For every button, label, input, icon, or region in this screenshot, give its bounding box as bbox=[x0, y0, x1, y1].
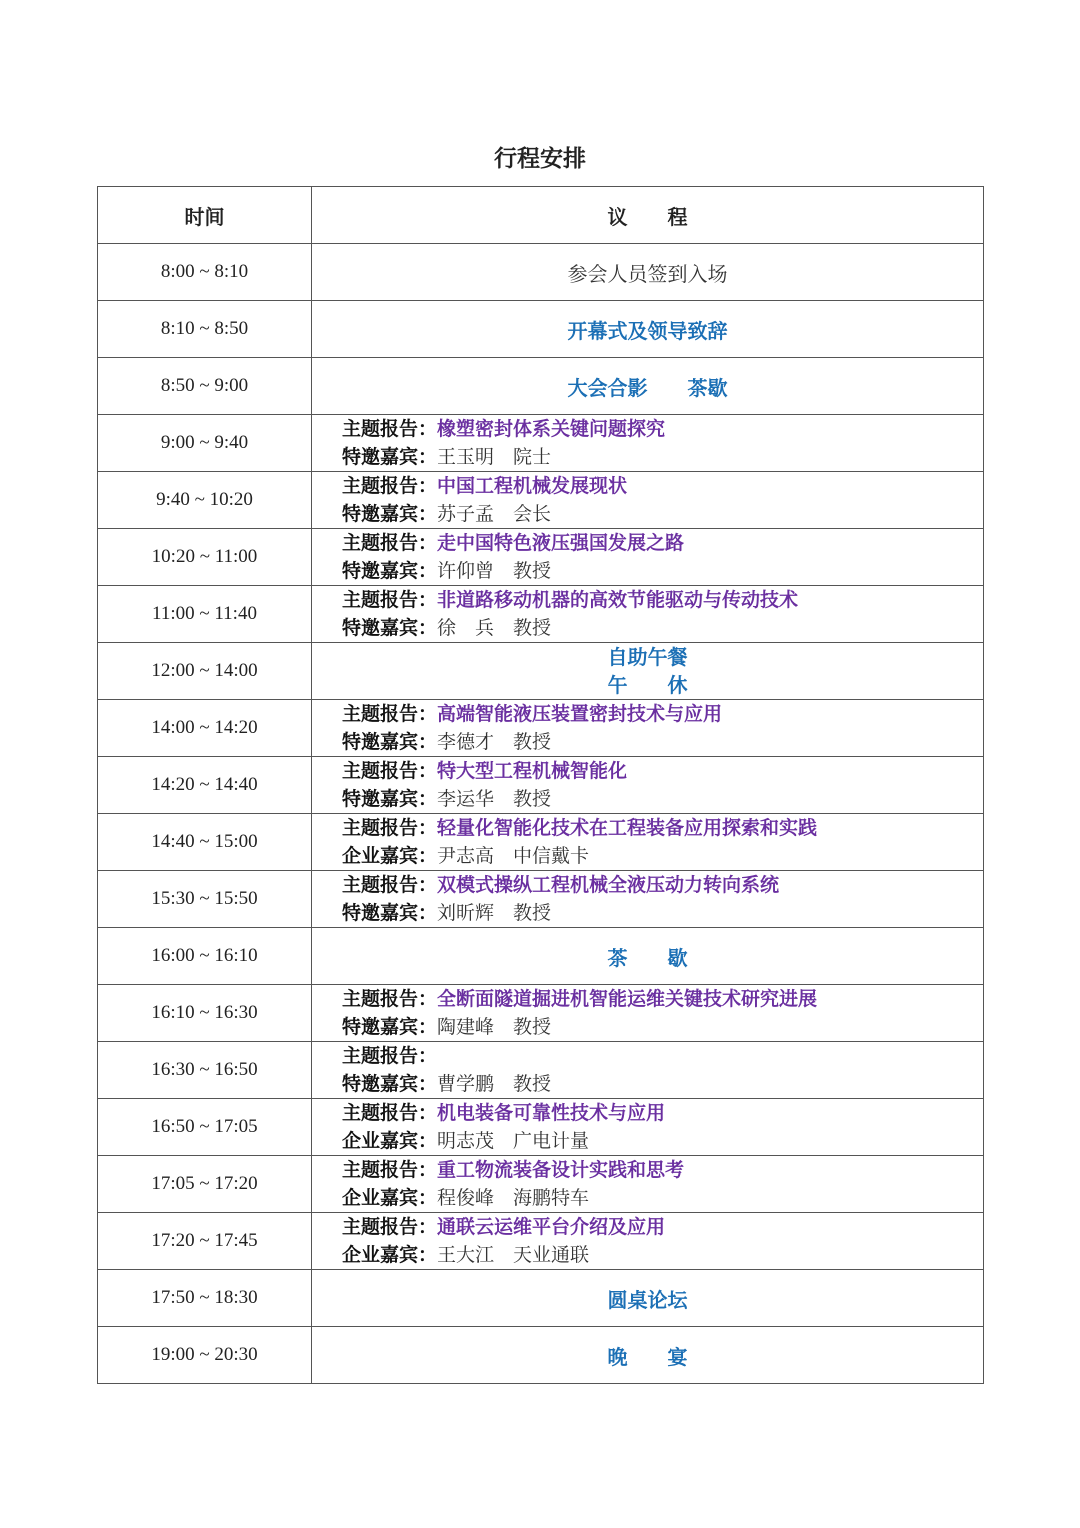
guest-line bbox=[342, 1070, 983, 1098]
table-row bbox=[98, 1042, 984, 1099]
page-title: 行程安排 bbox=[494, 146, 586, 172]
table-row bbox=[98, 814, 984, 871]
guest-line bbox=[342, 614, 983, 642]
time-cell: 17:20 ~ 17:45 bbox=[98, 1213, 312, 1270]
guest-line bbox=[342, 785, 983, 813]
report-label: 主题报告： bbox=[342, 1102, 438, 1124]
report-cell bbox=[312, 985, 984, 1042]
table-row bbox=[98, 358, 984, 415]
report-cell bbox=[312, 814, 984, 871]
report-topic: 全断面隧道掘进机智能运维关键技术研究进展 bbox=[437, 988, 818, 1010]
report-label: 主题报告： bbox=[342, 418, 438, 440]
table-row bbox=[98, 871, 984, 928]
report-line bbox=[342, 985, 983, 1013]
report-topic: 中国工程机械发展现状 bbox=[437, 475, 628, 497]
guest-line bbox=[342, 1013, 983, 1041]
table-row bbox=[98, 1156, 984, 1213]
agenda-cell: 大会合影 茶歇 bbox=[312, 358, 984, 415]
report-cell bbox=[312, 529, 984, 586]
time-cell: 14:40 ~ 15:00 bbox=[98, 814, 312, 871]
agenda-line: 自助午餐 bbox=[607, 645, 688, 669]
report-cell bbox=[312, 1156, 984, 1213]
guest-label: 企业嘉宾： bbox=[342, 1244, 438, 1266]
time-cell: 10:20 ~ 11:00 bbox=[98, 529, 312, 586]
guest-name: 曹学鹏 教授 bbox=[437, 1073, 552, 1095]
table-row bbox=[98, 700, 984, 757]
guest-name: 李德才 教授 bbox=[437, 731, 552, 753]
agenda-cell: 圆桌论坛 bbox=[312, 1270, 984, 1327]
report-topic: 非道路移动机器的高效节能驱动与传动技术 bbox=[437, 589, 799, 611]
report-label: 主题报告： bbox=[342, 1045, 438, 1067]
time-cell: 12:00 ~ 14:00 bbox=[98, 643, 312, 700]
report-topic: 橡塑密封体系关键问题探究 bbox=[437, 418, 666, 440]
guest-label: 特邀嘉宾： bbox=[342, 731, 438, 753]
table-row bbox=[98, 928, 984, 985]
guest-label: 特邀嘉宾： bbox=[342, 1073, 438, 1095]
guest-line bbox=[342, 899, 983, 927]
table-row bbox=[98, 244, 984, 301]
agenda-cell bbox=[312, 643, 984, 700]
time-cell: 9:00 ~ 9:40 bbox=[98, 415, 312, 472]
agenda-cell: 茶 歇 bbox=[312, 928, 984, 985]
time-cell: 8:10 ~ 8:50 bbox=[98, 301, 312, 358]
report-line bbox=[342, 814, 983, 842]
agenda-line: 午 休 bbox=[607, 673, 688, 697]
report-cell bbox=[312, 1213, 984, 1270]
report-label: 主题报告： bbox=[342, 703, 438, 725]
guest-name: 尹志高 中信戴卡 bbox=[437, 845, 590, 867]
time-cell: 11:00 ~ 11:40 bbox=[98, 586, 312, 643]
report-line bbox=[342, 1099, 983, 1127]
time-cell: 8:50 ~ 9:00 bbox=[98, 358, 312, 415]
report-cell bbox=[312, 415, 984, 472]
table-row bbox=[98, 1213, 984, 1270]
header-time: 时间 bbox=[98, 187, 312, 244]
agenda-cell: 参会人员签到入场 bbox=[312, 244, 984, 301]
report-topic: 高端智能液压装置密封技术与应用 bbox=[437, 703, 723, 725]
guest-line bbox=[342, 1127, 983, 1155]
guest-name: 明志茂 广电计量 bbox=[437, 1130, 590, 1152]
report-line bbox=[342, 586, 983, 614]
report-label: 主题报告： bbox=[342, 1216, 438, 1238]
guest-label: 特邀嘉宾： bbox=[342, 1016, 438, 1038]
table-row bbox=[98, 1099, 984, 1156]
report-cell bbox=[312, 871, 984, 928]
time-cell: 16:10 ~ 16:30 bbox=[98, 985, 312, 1042]
report-label: 主题报告： bbox=[342, 532, 438, 554]
table-row bbox=[98, 529, 984, 586]
guest-label: 特邀嘉宾： bbox=[342, 788, 438, 810]
time-cell: 17:50 ~ 18:30 bbox=[98, 1270, 312, 1327]
guest-label: 企业嘉宾： bbox=[342, 845, 438, 867]
report-line bbox=[342, 700, 983, 728]
table-row bbox=[98, 472, 984, 529]
report-cell bbox=[312, 1042, 984, 1099]
guest-label: 特邀嘉宾： bbox=[342, 503, 438, 525]
report-cell bbox=[312, 700, 984, 757]
agenda-cell: 开幕式及领导致辞 bbox=[312, 301, 984, 358]
report-label: 主题报告： bbox=[342, 589, 438, 611]
report-cell bbox=[312, 1099, 984, 1156]
agenda-cell: 晚 宴 bbox=[312, 1327, 984, 1384]
report-label: 主题报告： bbox=[342, 760, 438, 782]
table-row bbox=[98, 301, 984, 358]
report-line bbox=[342, 1213, 983, 1241]
guest-label: 特邀嘉宾： bbox=[342, 446, 438, 468]
guest-name: 陶建峰 教授 bbox=[437, 1016, 552, 1038]
time-cell: 19:00 ~ 20:30 bbox=[98, 1327, 312, 1384]
guest-name: 许仰曾 教授 bbox=[437, 560, 552, 582]
report-line bbox=[342, 1156, 983, 1184]
table-row bbox=[98, 985, 984, 1042]
time-cell: 14:20 ~ 14:40 bbox=[98, 757, 312, 814]
time-cell: 16:50 ~ 17:05 bbox=[98, 1099, 312, 1156]
report-line bbox=[342, 415, 983, 443]
report-topic: 双模式操纵工程机械全液压动力转向系统 bbox=[437, 874, 780, 896]
guest-label: 企业嘉宾： bbox=[342, 1130, 438, 1152]
time-cell: 16:30 ~ 16:50 bbox=[98, 1042, 312, 1099]
guest-line bbox=[342, 500, 983, 528]
guest-label: 特邀嘉宾： bbox=[342, 902, 438, 924]
guest-name: 王大江 天业通联 bbox=[437, 1244, 590, 1266]
time-cell: 9:40 ~ 10:20 bbox=[98, 472, 312, 529]
report-line bbox=[342, 757, 983, 785]
guest-label: 特邀嘉宾： bbox=[342, 560, 438, 582]
guest-label: 企业嘉宾： bbox=[342, 1187, 438, 1209]
table-row bbox=[98, 586, 984, 643]
guest-name: 王玉明 院士 bbox=[437, 446, 552, 468]
report-label: 主题报告： bbox=[342, 874, 438, 896]
guest-name: 刘昕辉 教授 bbox=[437, 902, 552, 924]
time-cell: 15:30 ~ 15:50 bbox=[98, 871, 312, 928]
time-cell: 17:05 ~ 17:20 bbox=[98, 1156, 312, 1213]
report-label: 主题报告： bbox=[342, 1159, 438, 1181]
guest-name: 苏子孟 会长 bbox=[437, 503, 552, 525]
report-topic: 轻量化智能化技术在工程装备应用探索和实践 bbox=[437, 817, 818, 839]
report-topic: 通联云运维平台介绍及应用 bbox=[437, 1216, 666, 1238]
report-topic: 机电装备可靠性技术与应用 bbox=[437, 1102, 666, 1124]
table-header-row bbox=[98, 187, 984, 244]
report-topic: 走中国特色液压强国发展之路 bbox=[437, 532, 685, 554]
report-cell bbox=[312, 472, 984, 529]
guest-line bbox=[342, 842, 983, 870]
guest-name: 程俊峰 海鹏特车 bbox=[437, 1187, 590, 1209]
guest-line bbox=[342, 728, 983, 756]
table-row bbox=[98, 1270, 984, 1327]
guest-name: 徐 兵 教授 bbox=[437, 617, 552, 639]
time-cell: 14:00 ~ 14:20 bbox=[98, 700, 312, 757]
report-line bbox=[342, 1042, 983, 1070]
guest-line bbox=[342, 1241, 983, 1269]
report-line bbox=[342, 871, 983, 899]
table-row bbox=[98, 1327, 984, 1384]
time-cell: 16:00 ~ 16:10 bbox=[98, 928, 312, 985]
time-cell: 8:00 ~ 8:10 bbox=[98, 244, 312, 301]
guest-line bbox=[342, 443, 983, 471]
guest-line bbox=[342, 1184, 983, 1212]
report-line bbox=[342, 529, 983, 557]
report-topic: 特大型工程机械智能化 bbox=[437, 760, 628, 782]
report-cell bbox=[312, 757, 984, 814]
guest-name: 李运华 教授 bbox=[437, 788, 552, 810]
schedule-rows bbox=[98, 244, 984, 1384]
header-agenda: 议 程 bbox=[312, 187, 984, 244]
table-row bbox=[98, 415, 984, 472]
report-label: 主题报告： bbox=[342, 817, 438, 839]
guest-line bbox=[342, 557, 983, 585]
guest-label: 特邀嘉宾： bbox=[342, 617, 438, 639]
report-label: 主题报告： bbox=[342, 988, 438, 1010]
report-cell bbox=[312, 586, 984, 643]
report-line bbox=[342, 472, 983, 500]
report-topic: 重工物流装备设计实践和思考 bbox=[437, 1159, 685, 1181]
table-row bbox=[98, 757, 984, 814]
table-row bbox=[98, 643, 984, 700]
report-label: 主题报告： bbox=[342, 475, 438, 497]
schedule-table bbox=[97, 186, 984, 1384]
